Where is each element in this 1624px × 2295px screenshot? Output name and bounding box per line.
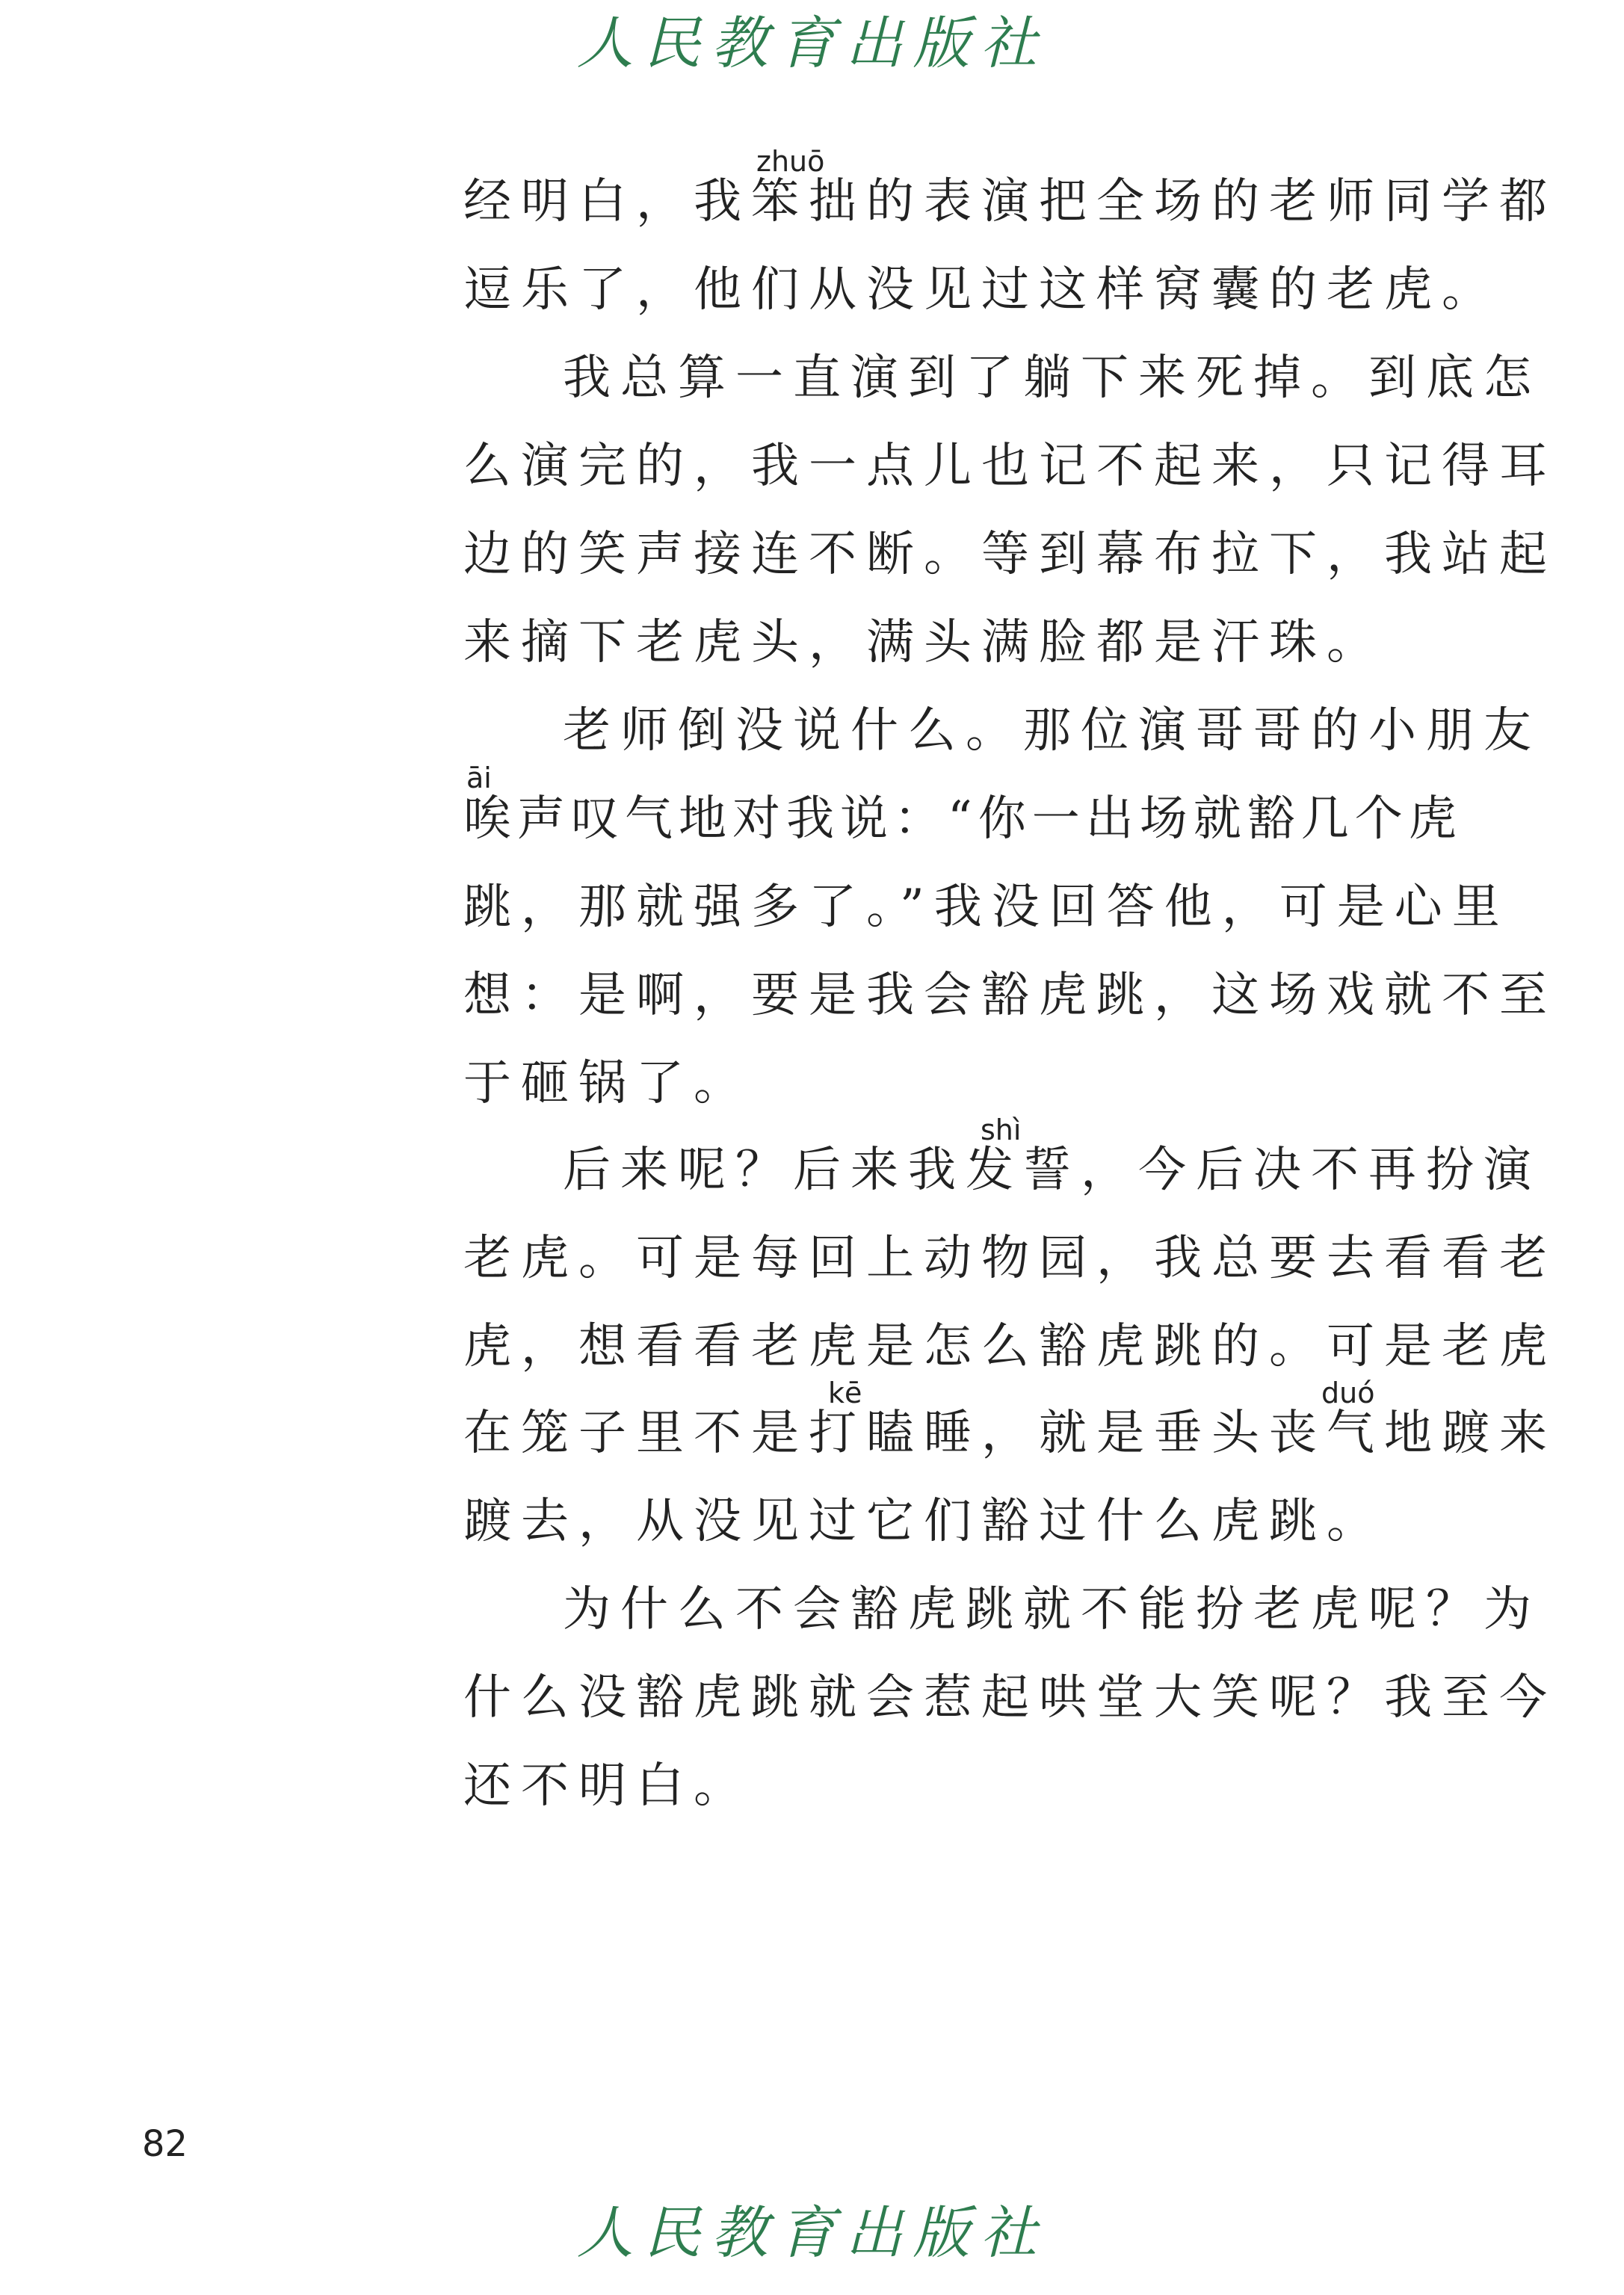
text-line: 跳，那就强多了。”我没回答他，可是心里 bbox=[463, 880, 1510, 935]
text-line: 边的笑声接连不断。等到幕布拉下，我站起 bbox=[463, 527, 1557, 582]
text-line: 想：是啊，要是我会豁虎跳，这场戏就不至 bbox=[463, 968, 1557, 1023]
pinyin-zhuo: zhuō bbox=[756, 145, 825, 178]
text-line: 老师倒没说什么。那位演哥哥的小朋友 bbox=[563, 703, 1541, 759]
pinyin-ke: kē bbox=[828, 1377, 862, 1409]
text-line: 后来呢？后来我发誓，今后决不再扮演 bbox=[563, 1143, 1541, 1198]
pinyin-duo: duó bbox=[1321, 1377, 1375, 1409]
text-line: 踱去，从没见过它们豁过什么虎跳。 bbox=[463, 1494, 1384, 1549]
text-line: 虎，想看看老虎是怎么豁虎跳的。可是老虎 bbox=[463, 1319, 1557, 1374]
text-line: 为什么不会豁虎跳就不能扮老虎呢？为 bbox=[563, 1582, 1541, 1637]
publisher-logo-top: 人民教育出版社 bbox=[576, 10, 1048, 76]
text-line: 于砸锅了。 bbox=[463, 1056, 751, 1111]
text-line: 么演完的，我一点儿也记不起来，只记得耳 bbox=[463, 439, 1557, 494]
pinyin-ai: āi bbox=[466, 762, 492, 794]
text-line: 什么没豁虎跳就会惹起哄堂大笑呢？我至今 bbox=[463, 1670, 1557, 1726]
pinyin-shi: shì bbox=[981, 1113, 1022, 1146]
text-line: 经明白，我笨拙的表演把全场的老师同学都 bbox=[463, 174, 1557, 229]
page-number: 82 bbox=[142, 2123, 188, 2165]
text-line: 来摘下老虎头，满头满脸都是汗珠。 bbox=[463, 615, 1384, 670]
publisher-logo-bottom: 人民教育出版社 bbox=[576, 2199, 1048, 2266]
text-line: 唉声叹气地对我说：“你一出场就豁几个虎 bbox=[463, 791, 1463, 847]
text-line: 还不明白。 bbox=[463, 1758, 751, 1814]
text-line: 在笼子里不是打瞌睡，就是垂头丧气地踱来 bbox=[463, 1406, 1557, 1461]
text-line: 老虎。可是每回上动物园，我总要去看看老 bbox=[463, 1231, 1557, 1286]
text-line: 逗乐了，他们从没见过这样窝囊的老虎。 bbox=[463, 262, 1499, 318]
text-line: 我总算一直演到了躺下来死掉。到底怎 bbox=[563, 350, 1541, 406]
